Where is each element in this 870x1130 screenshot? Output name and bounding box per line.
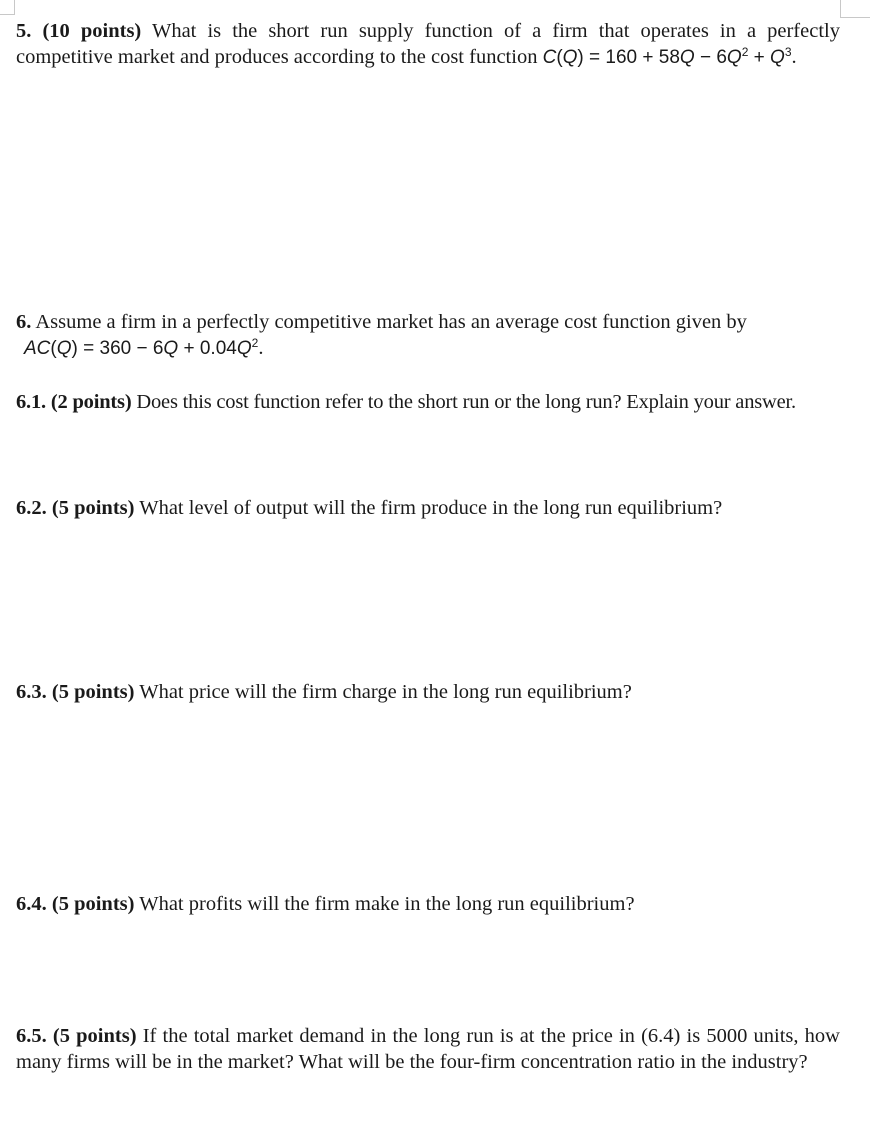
question-6-1 [16, 389, 840, 415]
question-6-1-text: Does this cost function refer to the short run or the long run? Explain your answer. [136, 391, 796, 413]
question-6-label: 6. [16, 311, 32, 333]
question-6-4-text: What profits will the firm make in the long run equilibrium? [139, 893, 635, 915]
question-6-2-text: What level of output will the firm produce in the long run equilibrium? [139, 497, 723, 519]
question-6-4-label: 6.4. (5 points) [16, 893, 135, 915]
question-5-label: 5. (10 points) [16, 20, 142, 42]
question-6-formula: $AC(Q) = 360 - 6Q + 0.04Q^2$ [24, 336, 259, 359]
question-5-text: What is the short run supply function of a firm that operates in a perfectly competitive market and produces according to the cost function [16, 20, 840, 68]
question-6-5-text: If the total market demand in the long run is at the price in (6.4) is 5000 units, how many firms will be in the market? What will be the four-firm concentration ratio in the industry? [16, 1025, 840, 1073]
question-6-5 [16, 1023, 840, 1075]
question-5-formula: $C(Q) = 160 + 58Q - 6Q^2 + Q^3$ [542, 45, 792, 68]
question-6-5-label: 6.5. (5 points) [16, 1025, 137, 1047]
question-6-3-label: 6.3. (5 points) [16, 681, 135, 703]
question-6-2-label: 6.2. (5 points) [16, 497, 135, 519]
question-6-text: Assume a firm in a perfectly competitive market has an average cost function given by [35, 311, 747, 333]
question-5-end: . [791, 46, 797, 68]
question-6-end: . [258, 337, 264, 359]
crop-mark-right-h [840, 17, 870, 18]
crop-mark-left-h [0, 14, 15, 15]
question-6-2 [16, 495, 840, 521]
crop-mark-right [840, 0, 841, 17]
crop-mark-left [14, 0, 15, 14]
question-6 [16, 309, 840, 362]
question-6-3 [16, 679, 840, 705]
question-6-3-text: What price will the firm charge in the long run equilibrium? [139, 681, 632, 703]
question-6-1-label: 6.1. (2 points) [16, 391, 132, 413]
question-6-4 [16, 891, 840, 917]
question-5 [16, 18, 840, 71]
